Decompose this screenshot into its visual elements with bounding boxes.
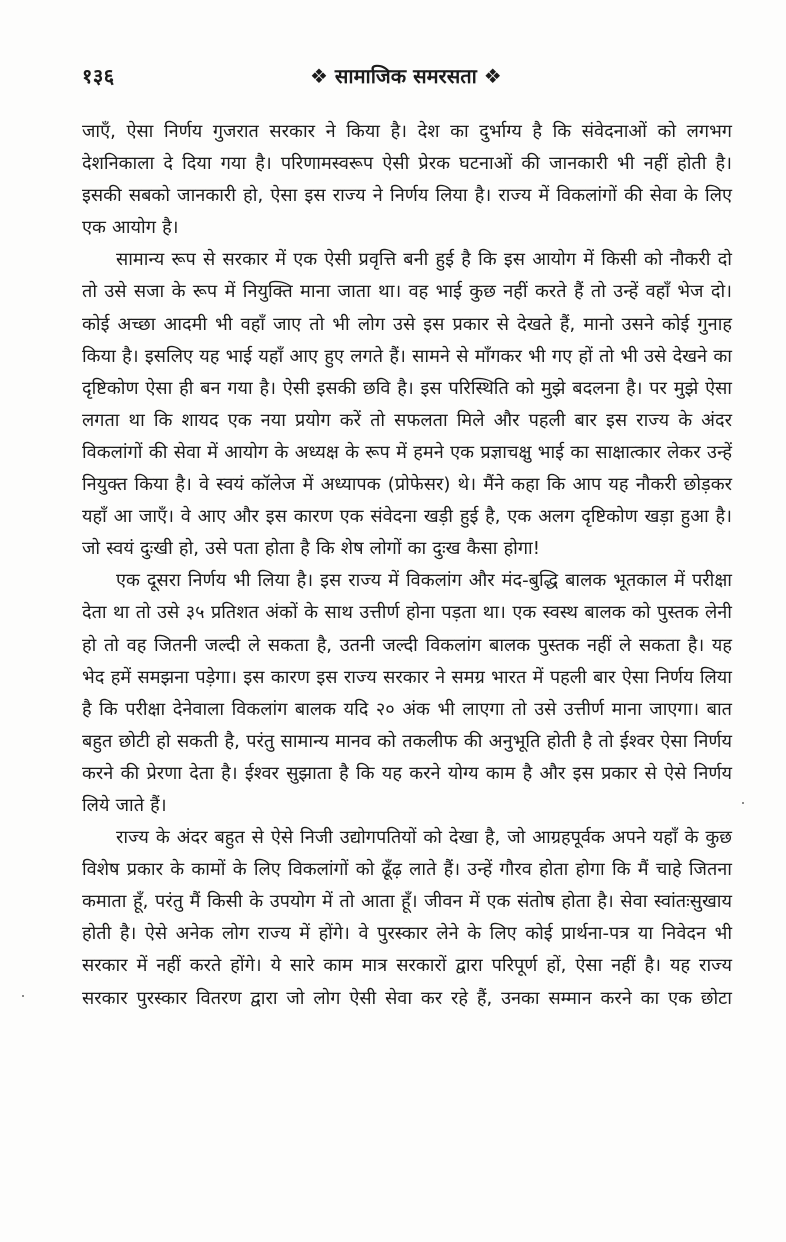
page-number: १३६ [82,64,115,88]
running-title: ❖ सामाजिक समरसता ❖ [310,64,502,88]
body-text [82,116,732,1015]
paragraph-4: राज्य के अंदर बहुत से ऐसे निजी उद्योगपतियों को देखा है, जो आग्रहपूर्वक अपने यहाँ के कुछ विशेष प्रकार के कामों के लिए विकलांगों को ढूँढ़ लाते हैं। उन्हें गौरव होता होगा कि मैं चाहे जितना कमाता हूँ, परंतु मैं किसी के उपयोग में तो आता हूँ। जीवन में एक संतोष होता है। सेवा स्वांतःसुखाय होती है। ऐसे अनेक लोग राज्य में होंगे। वे पुरस्कार लेने के लिए कोई प्रार्थना-पत्र या निवेदन भी सरकार में नहीं करते होंगे। ये सारे काम मात्र सरकारों द्वारा परिपूर्ण हों, ऐसा नहीं है। यह राज्य सरकार पुरस्कार वितरण द्वारा जो लोग ऐसी सेवा कर रहे हैं, उनका सम्मान करने का एक छोटा [82,827,732,1009]
paragraph-2: सामान्य रूप से सरकार में एक ऐसी प्रवृत्ति बनी हुई है कि इस आयोग में किसी को नौकरी दो तो उसे सजा के रूप में नियुक्ति माना जाता था। वह भाई कुछ नहीं करते हैं तो उन्हें वहाँ भेज दो। कोई अच्छा आदमी भी वहाँ जाए तो भी लोग उसे इस प्रकार से देखते हैं, मानो उसने कोई गुनाह किया है। इसलिए यह भाई यहाँ आए हुए लगते हैं। सामने से माँगकर भी गए हों तो भी उसे देखने का दृष्टिकोण ऐसा ही बन गया है। ऐसी इसकी छवि है। इस परिस्थिति को मुझे बदलना है। पर मुझे ऐसा लगता था कि शायद एक नया प्रयोग करें तो सफलता मिले और पहली बार इस राज्य के अंदर विकलांगों की सेवा में आयोग के अध्यक्ष के रूप में हमने एक प्रज्ञाचक्षु भाई का साक्षात्कार लेकर उन्हें नियुक्त किया है। वे स्वयं कॉलेज में अध्यापक (प्रोफेसर) थे। मैंने कहा कि आप यह नौकरी छोड़कर यहाँ आ जाएँ। वे आए और इस कारण एक संवेदना खड़ी हुई है, एक अलग दृष्टिकोण खड़ा हुआ है। जो स्वयं दुःखी हो, उसे पता होता है कि शेष लोगों का दुःख कैसा होगा! [82,249,732,560]
paragraph-1: जाएँ, ऐसा निर्णय गुजरात सरकार ने किया है। देश का दुर्भाग्य है कि संवेदनाओं को लगभग देशनिकाला दे दिया गया है। परिणामस्वरूप ऐसी प्रेरक घटनाओं की जानकारी भी नहीं होती है। इसकी सबको जानकारी हो, ऐसा इस राज्य ने निर्णय लिया है। राज्य में विकलांगों की सेवा के लिए एक आयोग है। [82,121,732,239]
paper-speck [22,995,24,997]
page-header [82,62,732,96]
paper-speck [742,802,744,804]
paragraph-3: एक दूसरा निर्णय भी लिया है। इस राज्य में विकलांग और मंद-बुद्धि बालक भूतकाल में परीक्षा देता था तो उसे ३५ प्रतिशत अंकों के साथ उत्तीर्ण होना पड़ता था। एक स्वस्थ बालक को पुस्तक लेनी हो तो वह जितनी जल्दी ले सकता है, उतनी जल्दी विकलांग बालक पुस्तक नहीं ले सकता है। यह भेद हमें समझना पड़ेगा। इस कारण इस राज्य सरकार ने समग्र भारत में पहली बार ऐसा निर्णय लिया है कि परीक्षा देनेवाला विकलांग बालक यदि २० अंक भी लाएगा तो उसे उत्तीर्ण माना जाएगा। बात बहुत छोटी हो सकती है, परंतु सामान्य मानव को तकलीफ की अनुभूति होती है तो ईश्वर ऐसा निर्णय करने की प्रेरणा देता है। ईश्वर सुझाता है कि यह करने योग्य काम है और इस प्रकार से ऐसे निर्णय लिये जाते हैं। [82,570,732,816]
